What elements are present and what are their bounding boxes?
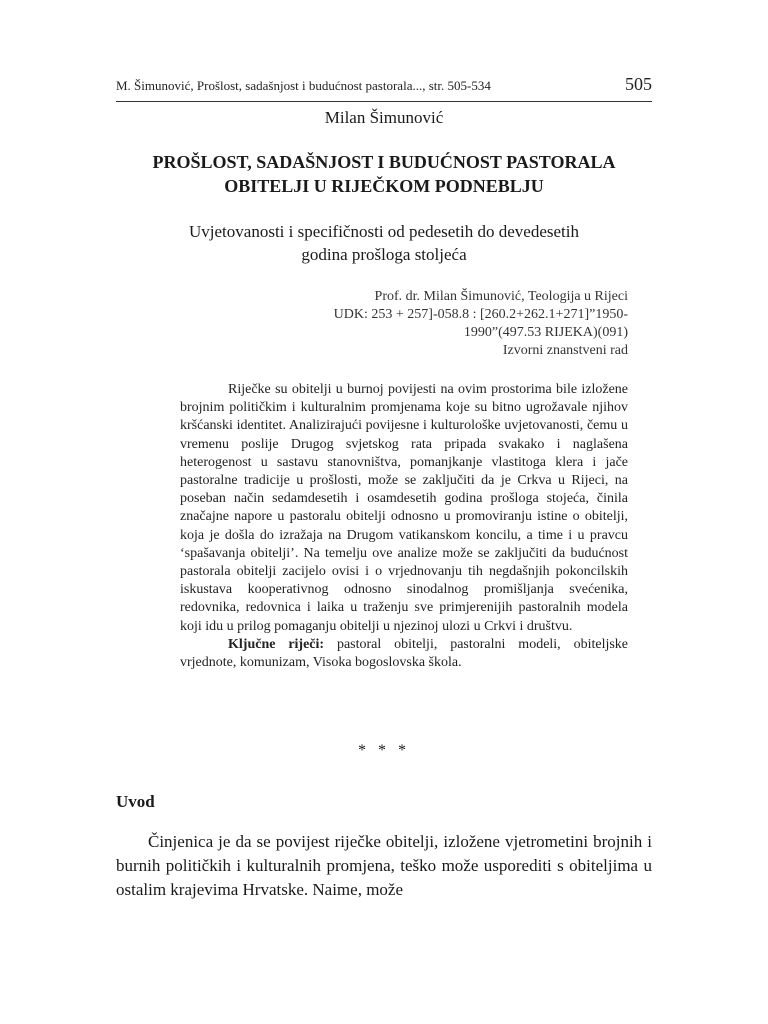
article-subtitle xyxy=(116,220,652,266)
section-heading: Uvod xyxy=(116,792,155,811)
keywords-text: pastoral obitelji, pastoralni modeli, obiteljske vrjednote, komunizam, Visoka bogoslovska škola. xyxy=(180,636,629,671)
body-paragraph: Činjenica je da se povijest riječke obitelji, izložene vjetrometini brojnih i burnih političkih i kulturalnih promjena, teško može usporediti s obiteljima u ostalim krajevima Hrvatske. Naime, može xyxy=(116,832,652,899)
subtitle-line-1: Uvjetovanosti i specifičnosti od pedesetih do devedesetih xyxy=(189,222,579,241)
article-metadata xyxy=(200,288,628,360)
page-number: 505 xyxy=(625,74,652,94)
title-line-1: PROŠLOST, SADAŠNJOST I BUDUĆNOST PASTORALA xyxy=(152,152,616,172)
abstract-text: Riječke su obitelji u burnoj povijesti na ovim prostorima bile izložene brojnim političkim i kulturalnim promjenama koje su bitno ugrožavale njihov kršćanski identitet. Analizirajući povijesne i kulturološke uvjetovanosti, čemu u vremenu poslije Drugog svjetskog rata pripada svakako i naglašena heterogenost u sastavu stanovništva, pomanjkanje vlastitoga klera i jače pastoralne tradicije u prošlosti, može se zaključiti da je Crkva u Rijeci, na poseban način sedamdesetih i osamdesetih godina prošloga stojeća, činila značajne napore u pastoralu obitelji odnosno u promoviranju istine o obitelji, koja je došla do izražaja na Drugom vatikanskom koncilu, a time i u pravcu ‘spašavanja obitelji’. Na temelju ove analize može se zaključiti da budućnost pastorala obitelji zacijelo ovisi i o vrjednovanju tih negdašnjih pokoncilskih iskustava kooperativnog odnosno sinodalnog promišljanja svećenika, redovnika, redovnica i laika u traženju sve primjerenijih pastoralnih modela koji idu u prilog pomaganju obitelji u njezinoj ulozi u Crkvi i društvu. xyxy=(180,382,628,634)
header-rule xyxy=(116,101,652,102)
affiliation: Prof. dr. Milan Šimunović, Teologija u Rijeci xyxy=(374,289,628,304)
udk-line-1: UDK: 253 + 257]-058.8 : [260.2+262.1+271]”1950- xyxy=(333,307,628,322)
keywords-line xyxy=(180,636,628,672)
udk-line-2: 1990”(497.53 RIJEKA)(091) xyxy=(463,325,628,340)
abstract-block xyxy=(180,381,628,672)
article-title xyxy=(116,150,652,198)
author-name: Milan Šimunović xyxy=(324,108,444,127)
keywords-label: Ključne riječi: xyxy=(228,636,325,652)
running-head: M. Šimunović, Prošlost, sadašnjost i budućnost pastorala..., str. 505-534 xyxy=(116,78,491,93)
paper-type: Izvorni znanstveni rad xyxy=(502,343,628,358)
body-text xyxy=(116,830,652,902)
subtitle-line-2: godina prošloga stoljeća xyxy=(301,245,467,264)
title-line-2: OBITELJI U RIJEČKOM PODNEBLJU xyxy=(224,176,544,196)
section-separator: * * * xyxy=(358,742,410,759)
